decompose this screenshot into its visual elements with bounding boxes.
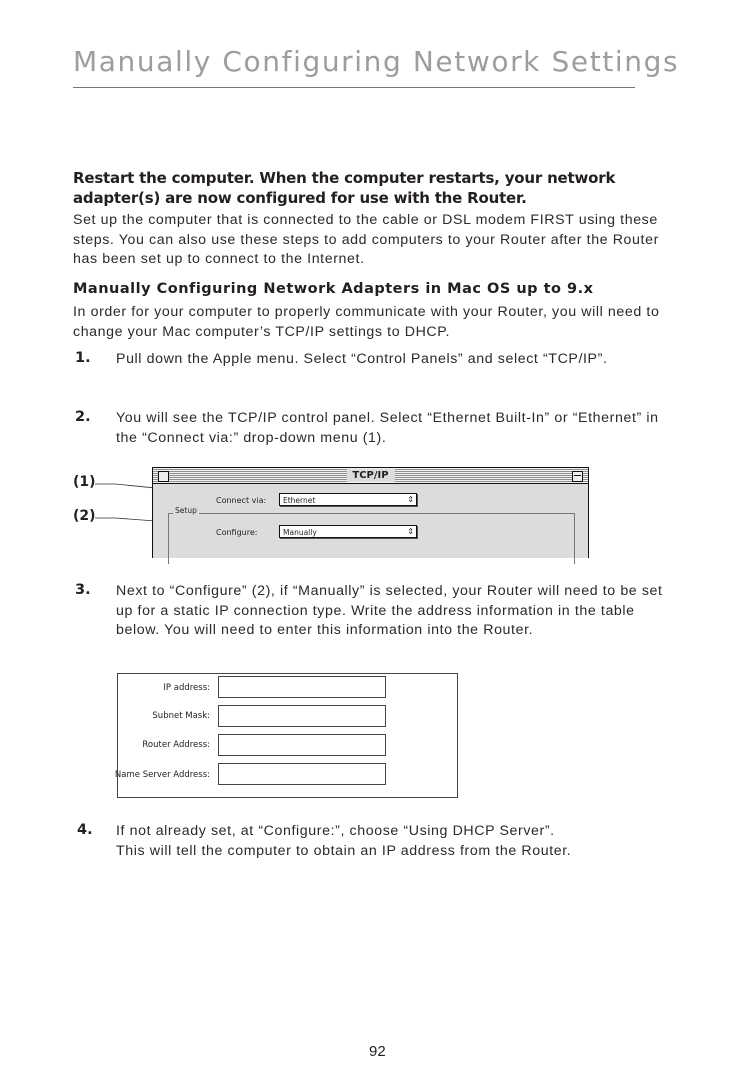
configure-select[interactable] — [279, 525, 417, 538]
intro-bold: Restart the computer. When the computer restarts, your network adapter(s) are now configured for use with the Router. — [73, 169, 616, 207]
router-address-field[interactable] — [218, 734, 386, 756]
window-titlebar — [153, 468, 588, 484]
setup-group-box — [168, 513, 575, 564]
intro-paragraph: Set up the computer that is connected to the cable or DSL modem FIRST using these steps. You can also use these steps to add computers to your Router after the Router has been set up to connect to the Internet. — [73, 212, 659, 267]
connect-via-select[interactable] — [279, 493, 417, 506]
select-arrows-icon: ⇕ — [407, 527, 414, 536]
router-address-label: Router Address: — [142, 740, 210, 750]
page-number: 92 — [369, 1043, 386, 1060]
callout-1: (1) — [73, 474, 96, 490]
address-table — [114, 673, 458, 798]
select-arrows-icon: ⇕ — [407, 495, 414, 504]
step-number: 4. — [77, 822, 93, 838]
step-number: 3. — [75, 582, 91, 598]
connect-via-label: Connect via: — [216, 496, 267, 505]
ip-address-label: IP address: — [163, 683, 210, 693]
setup-label: Setup — [175, 506, 197, 515]
subnet-mask-label: Subnet Mask: — [152, 711, 210, 721]
subnet-mask-field[interactable] — [218, 705, 386, 727]
step-text: If not already set, at “Configure:”, choose “Using DHCP Server”. This will tell the computer to obtain an IP address from the Router. — [116, 823, 572, 859]
title-rule — [73, 87, 635, 88]
step-number: 2. — [75, 409, 91, 425]
configure-value: Manually — [283, 528, 317, 537]
connect-via-value: Ethernet — [283, 496, 316, 505]
ip-address-field[interactable] — [218, 676, 386, 698]
close-box-icon[interactable] — [158, 471, 169, 482]
name-server-address-label: Name Server Address: — [114, 770, 210, 780]
step-number: 1. — [75, 350, 91, 366]
page-title: Manually Configuring Network Settings — [73, 45, 680, 78]
tcpip-control-panel — [152, 467, 589, 558]
step-text: Next to “Configure” (2), if “Manually” is selected, your Router will need to be set up for a static IP connection type. Write the address information in the table below. You will need to enter this information into the Router. — [116, 583, 663, 638]
zoom-box-icon[interactable] — [572, 471, 583, 482]
configure-label: Configure: — [216, 528, 258, 537]
callout-2: (2) — [73, 508, 96, 524]
step-text: You will see the TCP/IP control panel. Select “Ethernet Built-In” or “Ethernet” in the “Connect via:” drop-down menu (1). — [116, 410, 659, 446]
section-heading: Manually Configuring Network Adapters in Mac OS up to 9.x — [73, 281, 594, 297]
step-text: Pull down the Apple menu. Select “Control Panels” and select “TCP/IP”. — [116, 351, 608, 367]
section-paragraph: In order for your computer to properly communicate with your Router, you will need to change your Mac computer’s TCP/IP settings to DHCP. — [73, 304, 660, 340]
window-title: TCP/IP — [346, 469, 394, 482]
name-server-address-field[interactable] — [218, 763, 386, 785]
